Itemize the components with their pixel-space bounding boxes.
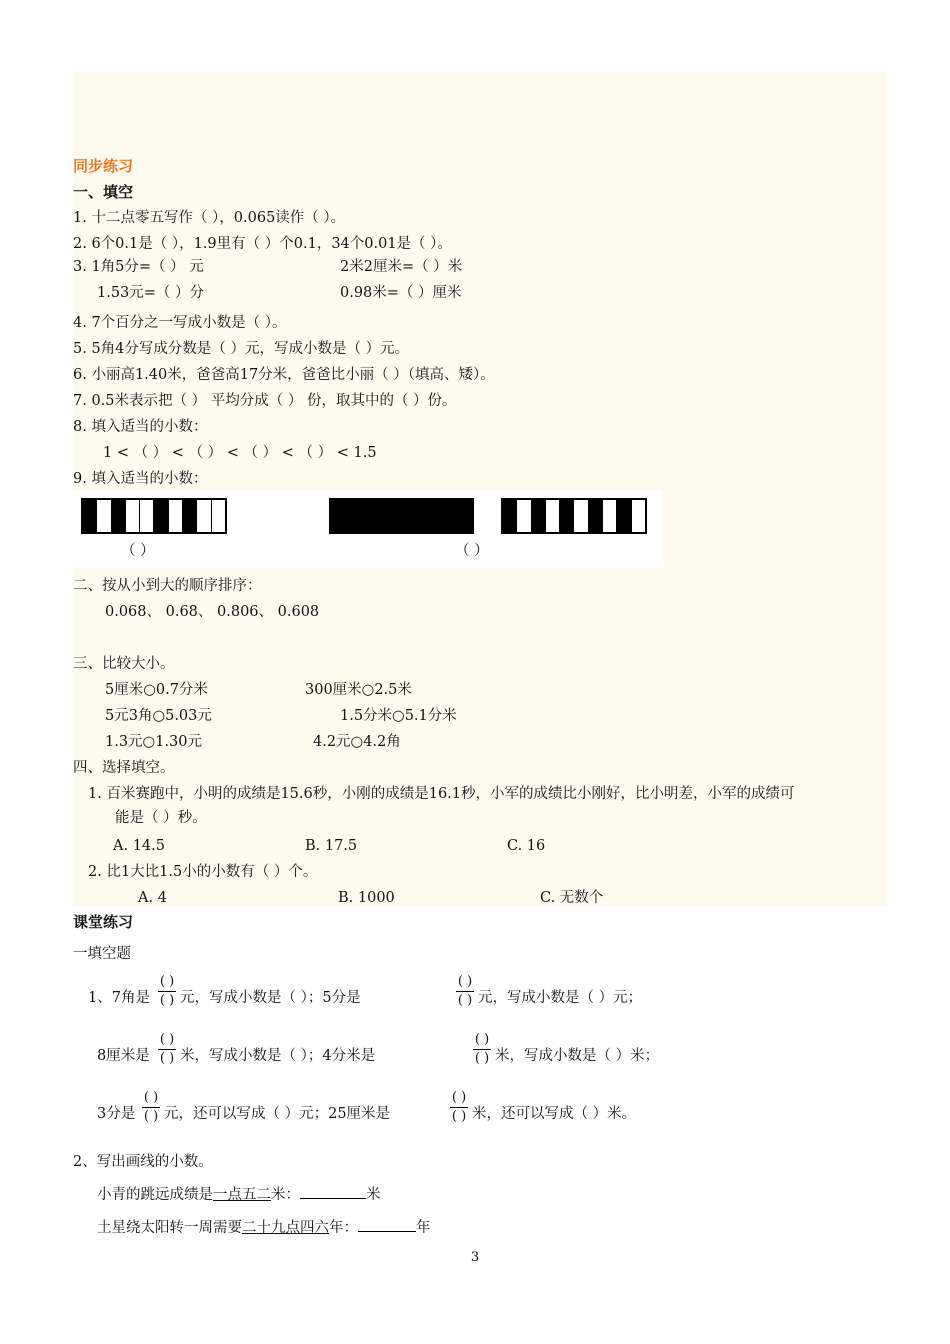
question-3a: 3. 1角5分=（ ） 元	[73, 259, 204, 275]
choice-1-line1: 1. 百米赛跑中，小明的成绩是15.6秒，小刚的成绩是16.1秒，小军的成绩比小刚好，比小明差，小军的成绩可	[88, 786, 795, 802]
heading-ordering: 二、按从小到大的顺序排序：	[73, 578, 262, 594]
choice-1-option-a: A. 14.5	[113, 838, 165, 854]
frac-row-3-a: 3分是	[97, 1106, 136, 1122]
choice-1-option-c: C. 16	[507, 838, 546, 854]
heading-underlined-decimals: 2、写出画线的小数。	[73, 1154, 213, 1170]
sync-practice-panel	[73, 72, 887, 906]
choice-1-option-b: B. 17.5	[305, 838, 358, 854]
heading-choice: 四、选择填空。	[73, 760, 175, 776]
frac-row-2-b: 米，写成小数是（ ）；4分米是	[180, 1048, 376, 1064]
heading-compare: 三、比较大小。	[73, 656, 175, 672]
bar-strip-1	[81, 498, 227, 534]
frac-row-1-a: 1、7角是	[88, 990, 150, 1006]
section-title-sync: 同步练习	[73, 157, 134, 175]
question-9: 9. 填入适当的小数：	[73, 471, 208, 487]
choice-2-option-b: B. 1000	[338, 890, 395, 906]
fraction-1: ( ) ( )	[159, 974, 175, 1008]
question-5: 5. 5角4分写成分数是（ ）元，写成小数是（ ）元。	[73, 341, 410, 357]
compare-1b: 300厘米○2.5米	[305, 682, 412, 698]
answer-blank-1[interactable]	[300, 1184, 366, 1199]
bar-answer-1: （ ）	[121, 543, 155, 559]
question-1: 1. 十二点零五写作（ ），0.065读作（ ）。	[73, 210, 346, 226]
answer-blank-2[interactable]	[358, 1217, 416, 1232]
bar-strip-2	[329, 498, 474, 534]
choice-2-option-c: C. 无数个	[540, 890, 604, 906]
question-8: 8. 填入适当的小数：	[73, 419, 208, 435]
frac-row-1-b: 元，写成小数是（ ）；5分是	[180, 990, 361, 1006]
choice-2: 2. 比1大比1.5小的小数有（ ）个。	[88, 864, 318, 880]
bar-answer-2: （ ）	[455, 543, 489, 559]
compare-1a: 5厘米○0.7分米	[105, 682, 208, 698]
compare-3b: 4.2元○4.2角	[313, 734, 401, 750]
fraction-3: ( ) ( )	[159, 1032, 175, 1066]
decimal-bar-figure	[73, 490, 663, 568]
heading-classwork-fill: 一填空题	[73, 946, 131, 962]
question-6: 6. 小丽高1.40米，爸爸高17分米，爸爸比小丽（ ）（填高、矮）。	[73, 367, 495, 383]
fraction-4: ( ) ( )	[474, 1032, 490, 1066]
frac-row-3-c: 米，还可以写成（ ）米。	[472, 1106, 637, 1122]
compare-3a: 1.3元○1.30元	[105, 734, 202, 750]
question-8-chain: 1 < （ ） < （ ） < （ ） < （ ） < 1.5	[103, 445, 377, 461]
choice-2-option-a: A. 4	[138, 890, 167, 906]
question-3c: 1.53元=（ ）分	[97, 285, 205, 301]
bar-strip-3	[501, 498, 647, 534]
section-title-classwork: 课堂练习	[73, 913, 134, 931]
question-2: 2. 6个0.1是（ ），1.9里有（ ）个0.1，34个0.01是（ ）。	[73, 236, 452, 252]
fraction-2: ( ) ( )	[457, 974, 473, 1008]
compare-2b: 1.5分米○5.1分米	[340, 708, 457, 724]
frac-row-3-b: 元，还可以写成（ ）元；25厘米是	[164, 1106, 391, 1122]
fraction-5: ( ) ( )	[143, 1090, 159, 1124]
fraction-6: ( ) ( )	[451, 1090, 467, 1124]
question-7: 7. 0.5米表示把（ ） 平均分成（ ） 份，取其中的（ ）份。	[73, 393, 457, 409]
question-3d: 0.98米=（ ）厘米	[340, 285, 462, 301]
ordering-list: 0.068、 0.68、 0.806、 0.608	[105, 604, 320, 620]
frac-row-1-c: 元，写成小数是（ ）元；	[478, 990, 643, 1006]
frac-row-2-a: 8厘米是	[97, 1048, 150, 1064]
choice-1-line2: 能是（ ）秒。	[115, 810, 207, 826]
page-number: 3	[470, 1250, 480, 1265]
question-3b: 2米2厘米=（ ）米	[340, 259, 463, 275]
underlined-q2: 土星绕太阳转一周需要二十九点四六年： 年	[97, 1217, 431, 1238]
frac-row-2-c: 米，写成小数是（ ）米；	[495, 1048, 660, 1064]
question-4: 4. 7个百分之一写成小数是（ ）。	[73, 315, 287, 331]
compare-2a: 5元3角○5.03元	[105, 708, 212, 724]
heading-fill-blanks: 一、填空	[73, 183, 134, 201]
underlined-q1: 小青的跳远成绩是一点五二米： 米	[97, 1184, 381, 1205]
